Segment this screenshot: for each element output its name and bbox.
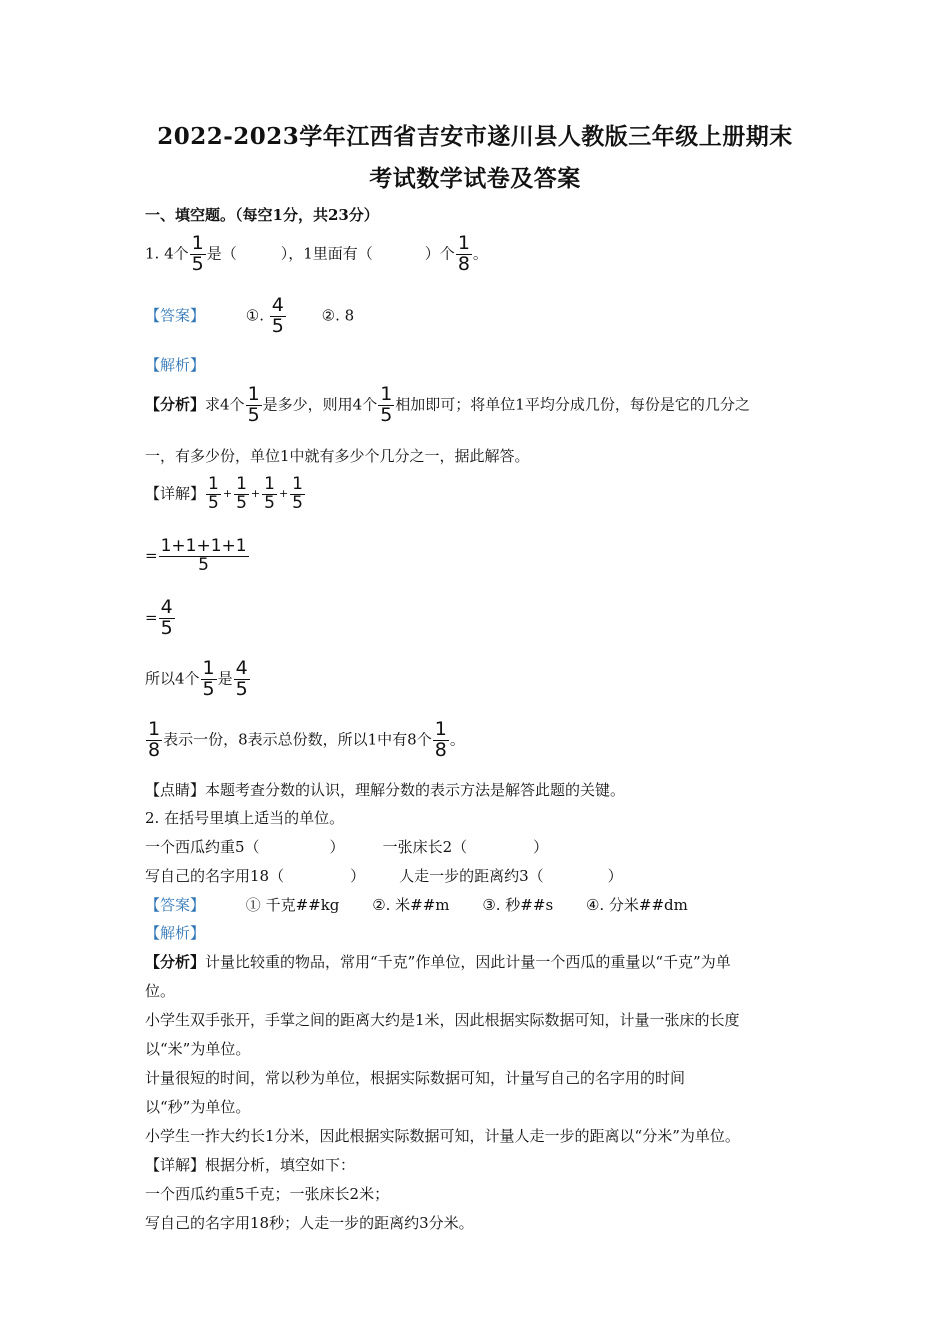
fenxi-label: 【分析】	[145, 395, 206, 414]
fraction-one-fifth: $\frac{1}{5}$	[236, 474, 247, 513]
q1-fenxi-line2: 一，有多少份，单位1中就有多少个几分之一，据此解答。	[145, 447, 530, 465]
q2-answer-2: ②. 米##m	[372, 896, 450, 914]
q2-fenxi-1b: 位。	[145, 982, 176, 1000]
q2-row2: 写自己的名字用18（ ） 人走一步的距离约3（ ）	[145, 867, 623, 885]
q1-number: 1.	[145, 244, 160, 263]
answer-label: 【答案】	[145, 306, 206, 325]
q2-answer	[145, 895, 688, 915]
q1-eighth-line: $\frac{1}{8}$ 表示一份，8表示总份数，所以1中有8个 $\frac{1}{8}$ 。	[148, 718, 465, 761]
q1-so-line: 所以4个 $\frac{1}{5}$ 是 $\frac{4}{5}$	[145, 657, 248, 700]
answer-1-marker: ①.	[245, 306, 265, 325]
q2-fenxi-1a: 【分析】计量比较重的物品，常用“千克”作单位，因此计量一个西瓜的重量以“千克”为单	[145, 953, 731, 971]
fraction-four-fifths: $\frac{4}{5}$	[235, 657, 248, 700]
answer-label: 【答案】	[145, 896, 206, 914]
fraction-one-fifth: $\frac{1}{5}$	[292, 474, 303, 513]
q1-detail-sum: 【详解】 $\frac{1}{5}$ + $\frac{1}{5}$ + $\frac{1}{5}$ + $\frac{1}{5}$	[145, 474, 303, 513]
fraction-step: $\frac{1+1+1+1}{5}$	[160, 536, 247, 575]
answer-fraction-four-fifths: $\frac{4}{5}$	[271, 294, 284, 337]
q1-fenxi-line1: 【分析】求4个 $\frac{1}{5}$ 是多少，则用4个 $\frac{1}{5}$ 相加即可；将单位1平均分成几份，每份是它的几分之	[145, 383, 750, 426]
fraction-one-eighth: $\frac{1}{8}$	[457, 232, 470, 275]
q2-fenxi-2a: 小学生双手张开，手掌之间的距离大约是1米，因此根据实际数据可知，计量一张床的长度	[145, 1011, 740, 1029]
q2-answer-1: ① 千克##kg	[245, 896, 340, 914]
q1-detail-step: = $\frac{1+1+1+1}{5}$	[145, 536, 247, 575]
q2-fenxi-3a: 计量很短的时间，常以秒为单位，根据实际数据可知，计量写自己的名字用的时间	[145, 1069, 686, 1087]
q2-detail-1: 一个西瓜约重5千克；一张床长2米；	[145, 1185, 390, 1203]
q1-answer	[145, 296, 354, 337]
q2-fenxi-3b: 以“秒”为单位。	[145, 1098, 251, 1116]
doc-title-line2: 考试数学试卷及答案	[369, 165, 581, 192]
q1-text-3: ），1里面有（	[280, 244, 373, 263]
q2-fenxi-4: 小学生一拃大约长1分米，因此根据实际数据可知，计量人走一步的距离以“分米”为单位。	[145, 1127, 740, 1145]
answer-2: ②. 8	[321, 306, 355, 325]
q2-row1: 一个西瓜约重5（ ） 一张床长2（ ）	[145, 838, 549, 856]
fraction-one-eighth: $\frac{1}{8}$	[434, 718, 447, 761]
fraction-one-fifth: $\frac{1}{5}$	[380, 383, 393, 426]
q1-text-1: 4个	[164, 244, 189, 263]
fraction-one-eighth: $\frac{1}{8}$	[148, 718, 161, 761]
analysis-label: 【解析】	[145, 356, 206, 374]
fraction-one-fifth: $\frac{1}{5}$	[264, 474, 275, 513]
q2-fenxi-2b: 以“米”为单位。	[145, 1040, 251, 1058]
fraction-one-fifth: $\frac{1}{5}$	[191, 232, 204, 275]
q2-stem: 2. 在括号里填上适当的单位。	[145, 809, 345, 827]
analysis-label: 【解析】	[145, 924, 206, 942]
q1-dianjing: 【点睛】本题考查分数的认识，理解分数的表示方法是解答此题的关键。	[145, 781, 626, 799]
doc-title-line1: 2022-2023学年江西省吉安市遂川县人教版三年级上册期末	[157, 123, 793, 150]
fraction-one-fifth: $\frac{1}{5}$	[208, 474, 219, 513]
q2-detail-2: 写自己的名字用18秒；人走一步的距离约3分米。	[145, 1214, 474, 1232]
q1-text-5: 。	[472, 244, 488, 263]
fraction-four-fifths: $\frac{4}{5}$	[160, 596, 173, 639]
q2-answer-3: ③. 秒##s	[482, 896, 554, 914]
fraction-one-fifth: $\frac{1}{5}$	[247, 383, 260, 426]
fraction-one-fifth: $\frac{1}{5}$	[202, 657, 215, 700]
q2-detail: 【详解】根据分析，填空如下：	[145, 1156, 356, 1174]
q1-text-2: 是（	[206, 244, 237, 263]
detail-label: 【详解】	[145, 484, 206, 503]
section-heading: 一、填空题。（每空1分，共23分）	[145, 206, 379, 224]
q1-stem	[145, 234, 488, 275]
q1-detail-result: = $\frac{4}{5}$	[145, 596, 173, 639]
q1-text-4: ）个	[424, 244, 455, 263]
q2-answer-4: ④. 分米##dm	[585, 896, 688, 914]
